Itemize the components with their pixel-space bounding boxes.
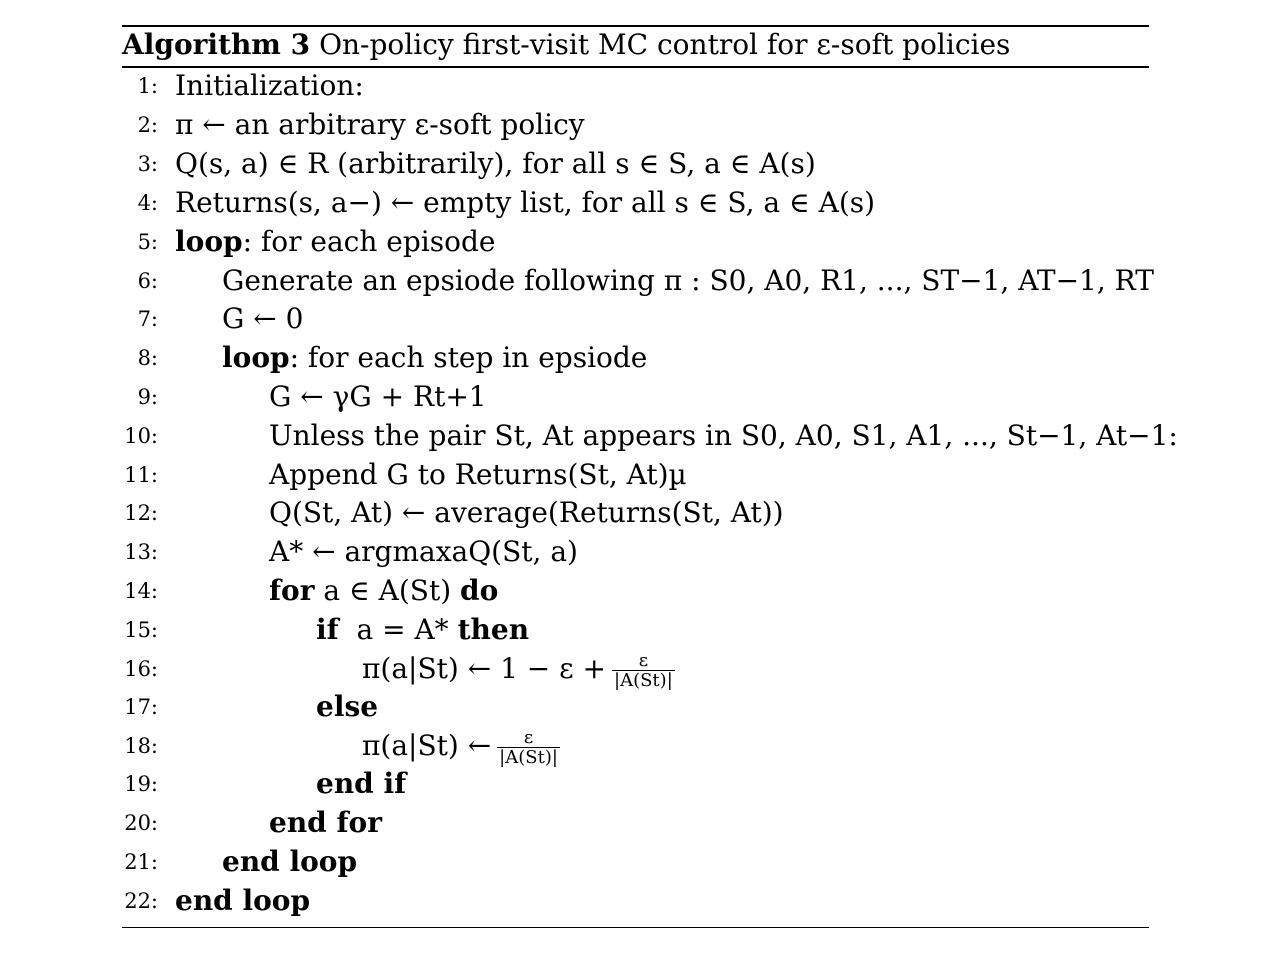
line-number: 15:: [124, 618, 158, 642]
keyword-else: else: [316, 690, 379, 723]
line-number: 16:: [124, 657, 158, 681]
keyword-then: then: [457, 613, 530, 646]
line-text: Generate an epsiode following π : S0, A0, R1, ..., ST−1, AT−1, RT: [222, 264, 1154, 297]
line-number: 3:: [137, 152, 158, 176]
line-text: : for each step in epsiode: [289, 341, 648, 374]
line-number: 21:: [124, 850, 158, 874]
fraction-denominator: |A(St)|: [499, 747, 558, 768]
line-text: Initialization:: [175, 69, 364, 102]
keyword-loop: loop: [222, 341, 290, 374]
line-number: 17:: [124, 695, 158, 719]
algorithm-caption: [122, 24, 1010, 66]
line-number: 4:: [137, 191, 158, 215]
fraction-denominator: |A(St)|: [614, 670, 673, 691]
keyword-loop: loop: [175, 225, 243, 258]
line-text: Unless the pair St, At appears in S0, A0, S1, A1, ..., St−1, At−1:: [269, 419, 1178, 452]
line-number: 18:: [124, 734, 158, 758]
line-number: 22:: [124, 889, 158, 913]
line-number: 5:: [137, 230, 158, 254]
keyword-for: for: [269, 574, 315, 607]
line-text: π(a|St) ← 1 − ε +: [362, 652, 607, 685]
fraction: [497, 728, 560, 767]
line-number: 14:: [124, 579, 158, 603]
algorithm-title: On-policy first-visit MC control for ε-soft policies: [319, 28, 1011, 61]
line-number: 13:: [124, 540, 158, 564]
line-number: 8:: [137, 346, 158, 370]
bottom-rule: [122, 927, 1149, 928]
algorithm-label: Algorithm 3: [122, 28, 311, 61]
line-text: Returns(s, a−) ← empty list, for all s ∈ S, a ∈ A(s): [175, 186, 876, 219]
line-number: 9:: [137, 385, 158, 409]
fraction-numerator: ε: [523, 727, 534, 748]
line-number: 20:: [124, 811, 158, 835]
keyword-end-loop: end loop: [222, 845, 358, 878]
fraction: [612, 651, 675, 690]
line-number: 1:: [137, 74, 158, 98]
line-number: 7:: [137, 307, 158, 331]
line-text: a = A*: [356, 613, 449, 646]
keyword-end-if: end if: [316, 767, 407, 800]
line-text: : for each episode: [242, 225, 496, 258]
line-number: 6:: [137, 269, 158, 293]
line-number: 12:: [124, 501, 158, 525]
keyword-end-for: end for: [269, 806, 382, 839]
line-text: Q(s, a) ∈ R (arbitrarily), for all s ∈ S, a ∈ A(s): [175, 147, 816, 180]
keyword-end-loop: end loop: [175, 884, 311, 917]
line-text: Q(St, At) ← average(Returns(St, At)): [269, 496, 784, 529]
fraction-numerator: ε: [638, 650, 649, 671]
line-text: G ← 0: [222, 302, 304, 335]
line-text: π ← an arbitrary ε-soft policy: [175, 108, 585, 141]
keyword-if: if: [316, 613, 339, 646]
line-text: G ← γG + Rt+1: [269, 380, 487, 413]
line-number: 19:: [124, 772, 158, 796]
line-text: a ∈ A(St): [323, 574, 452, 607]
line-text: π(a|St) ←: [362, 729, 492, 762]
keyword-do: do: [460, 574, 499, 607]
line-number: 10:: [124, 424, 158, 448]
line-number: 2:: [137, 113, 158, 137]
line-text: Append G to Returns(St, At)µ: [269, 458, 687, 491]
line-number: 11:: [124, 463, 158, 487]
line-text: A* ← argmaxaQ(St, a): [269, 535, 578, 568]
